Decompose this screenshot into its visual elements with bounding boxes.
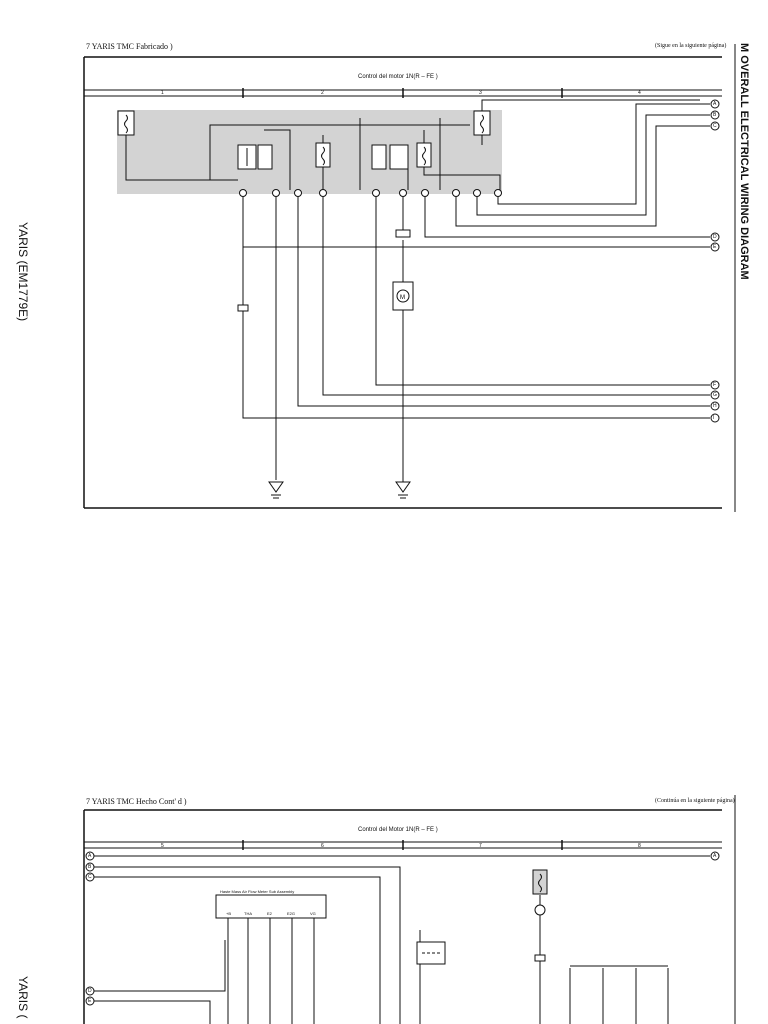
maf-meter-label: Haste Mass Air Flow Meter Sub Assembly [220,889,295,894]
relay-switch-icon [417,942,445,964]
page2-col-6: 6 [321,843,324,849]
connector-e: E [713,244,717,250]
connector-c: C [713,123,717,129]
page1-col-2: 2 [321,90,324,96]
page2-side-label: YARIS ( [16,976,30,1019]
connector-g: G [713,392,717,398]
ground-icon [269,482,410,498]
page2-frame [84,810,722,1024]
connector-a: A [713,101,717,107]
fuse-efi-no2 [417,143,431,167]
pin-e2g: E2G [287,911,296,916]
connector-h: H [713,403,717,409]
page2-wiring [94,856,710,1024]
page2-col-5: 5 [161,843,164,849]
page2-col-8: 8 [638,843,641,849]
pin-vg: VG [310,911,316,916]
p2-connector-a: A [88,853,92,859]
connector-i: I [713,415,715,421]
connector-f: F [713,382,717,388]
p2-connector-c: C [88,874,92,880]
p2-connector-e: E [88,998,92,1004]
page2-left-connectors [86,852,719,1005]
fuse-main [118,111,134,135]
page1-side-label: YARIS (EM1779E) [16,222,30,322]
page2-header-right: (Continúa en la siguiente página) [655,798,735,804]
relay-box [117,110,502,194]
page1-title: Control del motor 1N(R – FE ) [358,74,438,80]
page1-right-connectors [711,100,719,422]
page1-header-left: 7 YARIS TMC Fabricado ) [86,42,173,51]
svg-text:M: M [400,295,405,301]
fuse-right [474,111,490,135]
p2-connector-b: B [88,864,92,870]
page2-col-7: 7 [479,843,482,849]
page1-col-4: 4 [638,90,641,96]
page1-col-1: 1 [161,90,164,96]
page1-col-3: 3 [479,90,482,96]
connector-d: D [713,234,717,240]
page1-header-right: (Sigue en la siguiente página) [655,43,727,49]
resistor-icon [238,305,248,311]
pin-tha: THA [244,911,252,916]
connector-j-icon [396,230,410,237]
pin-b: +B [226,911,232,916]
pin-e2: E2 [267,911,272,916]
p2-connector-d: D [88,988,92,994]
relay-efi [238,145,272,169]
fuse-7-5a [316,143,330,167]
section-tab: M OVERALL ELECTRICAL WIRING DIAGRAM [738,43,750,280]
page2-header-left: 7 YARIS TMC Hecho Cont' d ) [86,797,187,806]
p2-connector-a-right: A [713,853,717,859]
page2-title: Control del Motor 1N(R – FE ) [358,827,438,833]
connector-b: B [713,112,717,118]
fuel-pump-motor-icon [393,282,413,310]
relay-circuit-open [372,145,408,169]
